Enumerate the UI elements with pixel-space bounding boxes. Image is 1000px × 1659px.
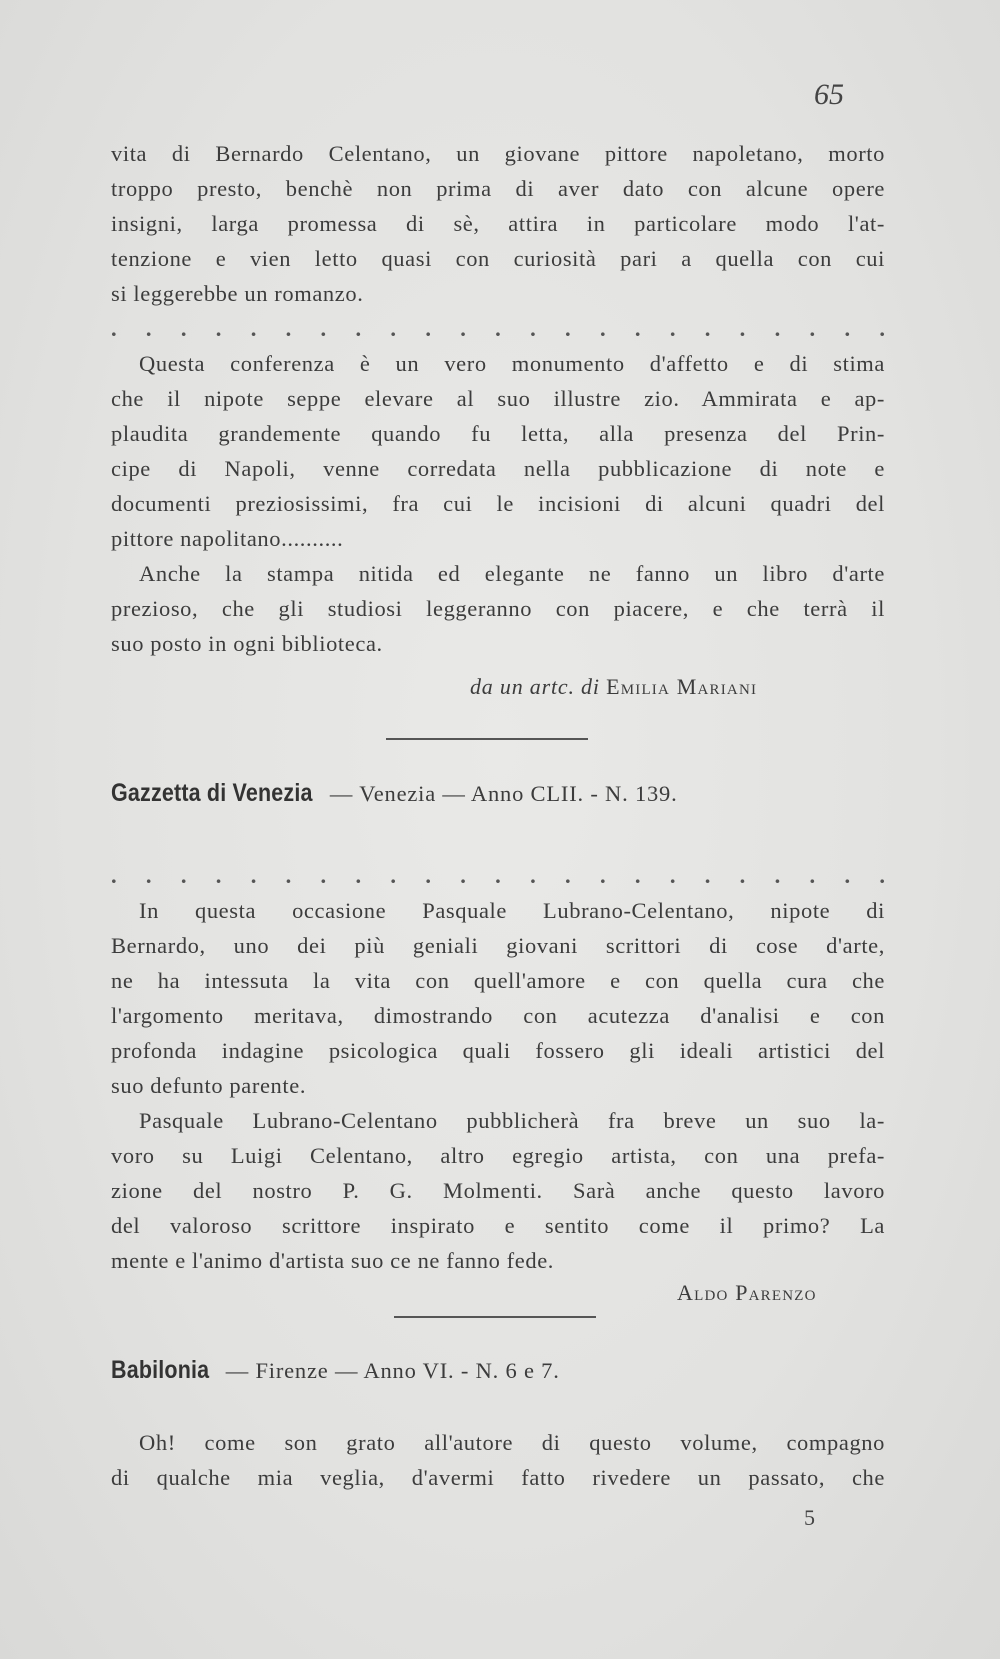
text-line: documenti preziosissimi, fra cui le incisioni di alcuni quadri del	[111, 491, 885, 516]
text-line: l'argomento meritava, dimostrando con acutezza d'analisi e con	[111, 1003, 885, 1028]
text-line: Pasquale Lubrano-Celentano pubblicherà fra breve un suo la-	[139, 1108, 885, 1133]
text-line: zione del nostro P. G. Molmenti. Sarà anche questo lavoro	[111, 1178, 885, 1203]
section-2-text	[111, 858, 885, 1278]
text-line: ne ha intessuta la vita con quell'amore e con quella cura che	[111, 968, 885, 993]
text-line: si leggerebbe un romanzo.	[111, 281, 364, 306]
attribution-2	[677, 1280, 817, 1306]
text-line: In questa occasione Pasquale Lubrano-Celentano, nipote di	[139, 898, 885, 923]
text-line: suo defunto parente.	[111, 1073, 307, 1098]
newspaper-details: — Firenze — Anno VI. - N. 6 e 7.	[225, 1358, 560, 1383]
section-2-header	[111, 779, 678, 808]
text-line: troppo presto, benchè non prima di aver dato con alcune opere	[111, 176, 885, 201]
text-line: pittore napolitano..........	[111, 526, 344, 551]
text-line: Bernardo, uno dei più geniali giovani scrittori di cose d'arte,	[111, 933, 885, 958]
text-line: prezioso, che gli studiosi leggeranno con piacere, e che terrà il	[111, 596, 885, 621]
text-line: che il nipote seppe elevare al suo illustre zio. Ammirata e ap-	[111, 386, 885, 411]
newspaper-title: Gazzetta di Venezia	[111, 779, 313, 807]
section-divider	[394, 1316, 596, 1318]
attribution-author: Emilia Mariani	[606, 674, 758, 699]
ellipsis-row: . . . . . . . . . . . . . . . . . . . . . . .	[111, 863, 885, 888]
ellipsis-row: . . . . . . . . . . . . . . . . . . . . . . .	[111, 316, 885, 341]
section-3-text	[111, 1425, 885, 1495]
text-line: cipe di Napoli, venne corredata nella pubblicazione di note e	[111, 456, 885, 481]
text-line: insigni, larga promessa di sè, attira in particolare modo l'at-	[111, 211, 885, 236]
section-3-header	[111, 1356, 560, 1385]
attribution-author: Aldo Parenzo	[677, 1280, 817, 1305]
text-line: plaudita grandemente quando fu letta, alla presenza del Prin-	[111, 421, 885, 446]
attribution-prefix: da un artc. di	[470, 674, 600, 699]
text-line: suo posto in ogni biblioteca.	[111, 631, 383, 656]
text-line: profonda indagine psicologica quali fossero gli ideali artistici del	[111, 1038, 885, 1063]
section-1-text	[111, 136, 885, 661]
text-line: Anche la stampa nitida ed elegante ne fanno un libro d'arte	[139, 561, 885, 586]
text-line: tenzione e vien letto quasi con curiosità pari a quella con cui	[111, 246, 885, 271]
attribution-1	[470, 674, 757, 700]
text-line: Oh! come son grato all'autore di questo volume, compagno	[139, 1430, 885, 1455]
section-divider	[386, 738, 588, 740]
page-number-top: 65	[814, 78, 844, 111]
newspaper-title: Babilonia	[111, 1356, 210, 1384]
text-line: voro su Luigi Celentano, altro egregio artista, con una prefa-	[111, 1143, 885, 1168]
text-line: vita di Bernardo Celentano, un giovane pittore napoletano, morto	[111, 141, 885, 166]
text-line: di qualche mia veglia, d'avermi fatto rivedere un passato, che	[111, 1465, 885, 1490]
text-line: del valoroso scrittore inspirato e sentito come il primo? La	[111, 1213, 885, 1238]
newspaper-details: — Venezia — Anno CLII. - N. 139.	[329, 781, 678, 806]
text-line: mente e l'animo d'artista suo ce ne fanno fede.	[111, 1248, 555, 1273]
page-number-bottom: 5	[804, 1505, 815, 1530]
text-line: Questa conferenza è un vero monumento d'affetto e di stima	[139, 351, 885, 376]
